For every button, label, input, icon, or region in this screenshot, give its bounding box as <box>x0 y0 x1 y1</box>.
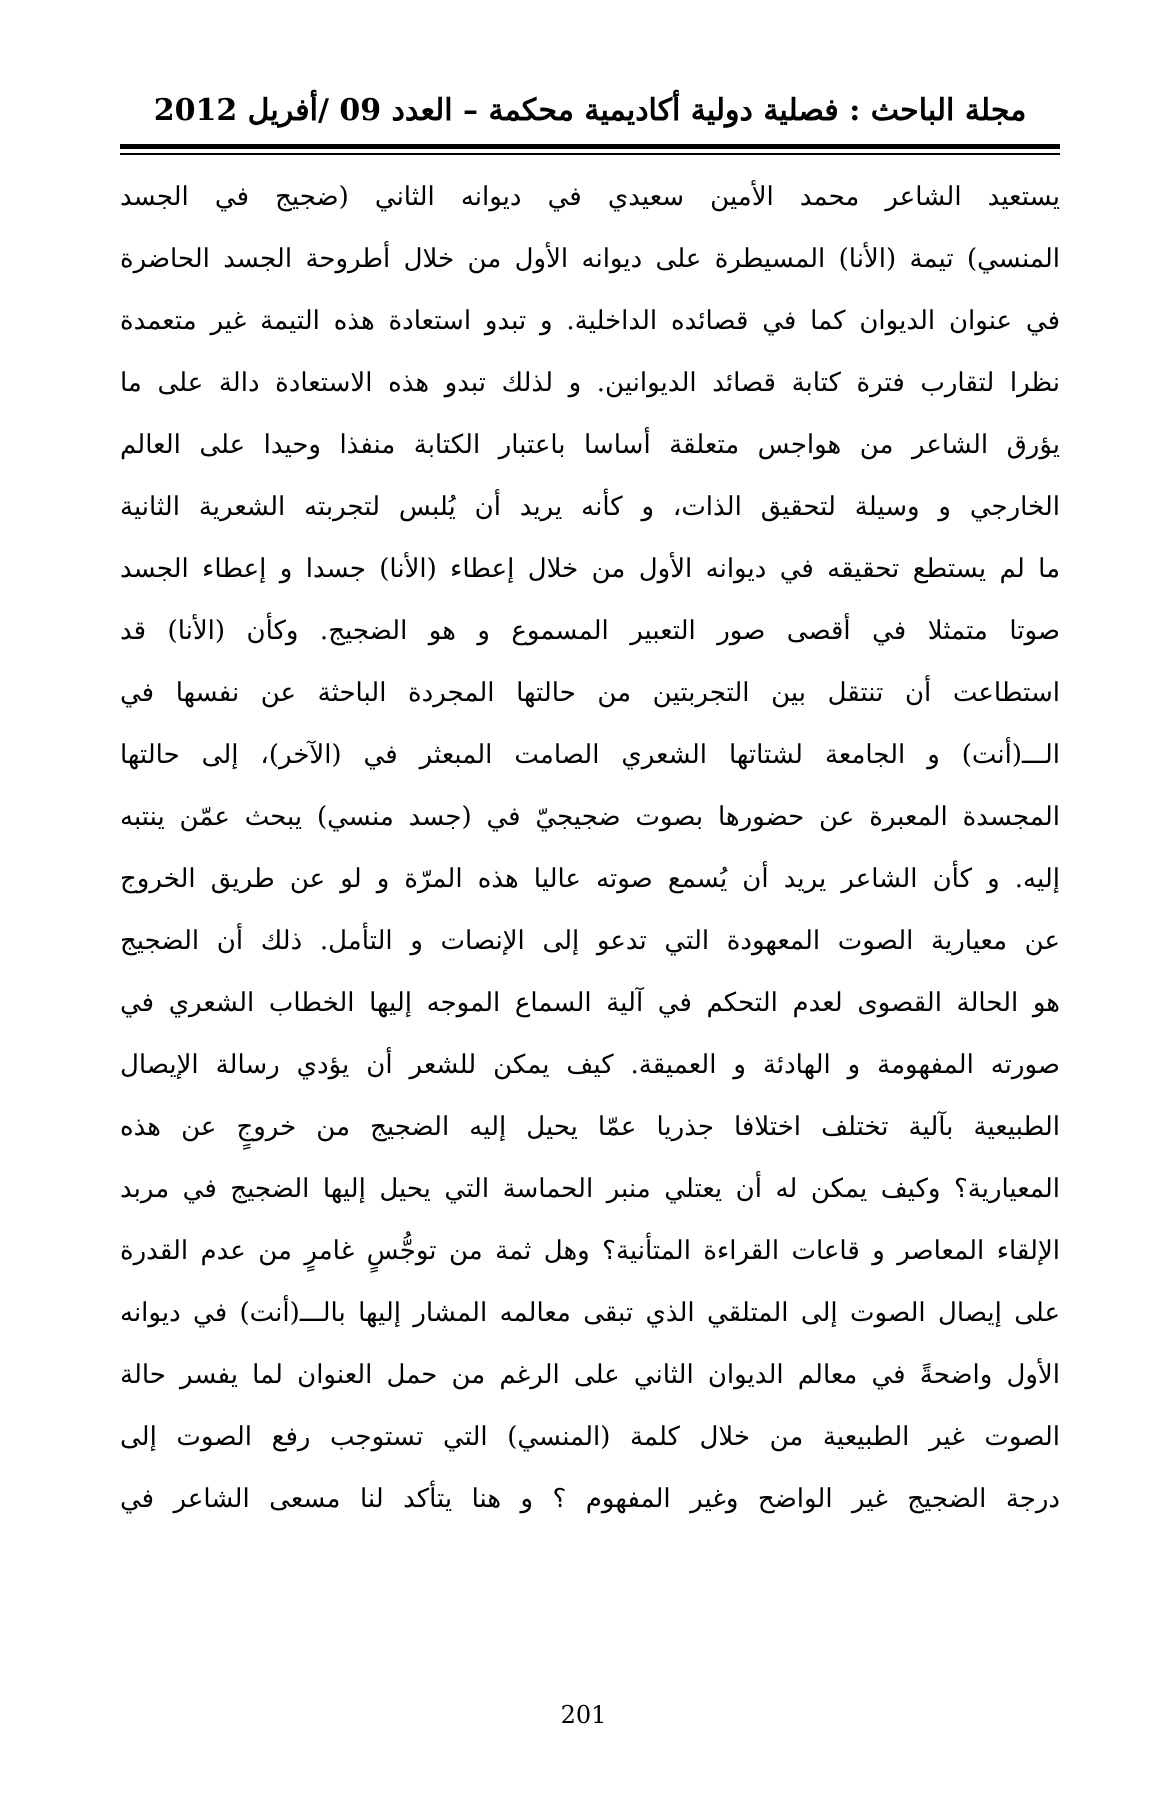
text-line: الأول واضحةً في معالم الديوان الثاني على الرغم من حمل العنوان لما يفسر حالة <box>120 1360 1060 1390</box>
text-line: إليه. و كأن الشاعر يريد أن يُسمع صوته عاليا هذه المرّة و لو عن طريق الخروج <box>120 864 1060 894</box>
text-line: المجسدة المعبرة عن حضورها بصوت ضجيجيّ في (جسد منسي) يبحث عمّن ينتبه <box>120 802 1060 832</box>
text-line: الخارجي و وسيلة لتحقيق الذات، و كأنه يريد أن يُلبس لتجربته الشعرية الثانية <box>120 492 1060 522</box>
text-line: على إيصال الصوت إلى المتلقي الذي تبقى معالمه المشار إليها بالـــ(أنت) في ديوانه <box>120 1298 1060 1328</box>
text-line: الإلقاء المعاصر و قاعات القراءة المتأنية؟ وهل ثمة من توجُّسٍ غامرٍ من عدم القدرة <box>120 1236 1060 1266</box>
article-body <box>120 166 1060 1530</box>
text-line: صورته المفهومة و الهادئة و العميقة. كيف يمكن للشعر أن يؤدي رسالة الإيصال <box>120 1050 1060 1080</box>
text-line: الطبيعية بآلية تختلف اختلافا جذريا عمّا يحيل إليه الضجيج من خروجٍ عن هذه <box>120 1112 1060 1142</box>
text-line: المنسي) تيمة (الأنا) المسيطرة على ديوانه الأول من خلال أطروحة الجسد الحاضرة <box>120 244 1060 274</box>
text-line: الصوت غير الطبيعية من خلال كلمة (المنسي) التي تستوجب رفع الصوت إلى <box>120 1422 1060 1452</box>
text-line: عن معيارية الصوت المعهودة التي تدعو إلى الإنصات و التأمل. ذلك أن الضجيج <box>120 926 1060 956</box>
page-number: 201 <box>560 1701 607 1729</box>
header-divider-thin <box>120 153 1060 155</box>
text-line: في عنوان الديوان كما في قصائده الداخلية. و تبدو استعادة هذه التيمة غير متعمدة <box>120 306 1060 336</box>
page-header-title: مجلة الباحث : فصلية دولية أكاديمية محكمة – العدد 09 /أفريل 2012 <box>153 93 1027 128</box>
text-line: درجة الضجيج غير الواضح وغير المفهوم ؟ و هنا يتأكد لنا مسعى الشاعر في <box>120 1484 1060 1514</box>
text-line: استطاعت أن تنتقل بين التجربتين من حالتها المجردة الباحثة عن نفسها في <box>120 678 1060 708</box>
text-line: المعيارية؟ وكيف يمكن له أن يعتلي منبر الحماسة التي يحيل إليها الضجيج في مربد <box>120 1174 1060 1204</box>
text-line: يستعيد الشاعر محمد الأمين سعيدي في ديوانه الثاني (ضجيج في الجسد <box>120 182 1060 212</box>
text-line: الـــ(أنت) و الجامعة لشتاتها الشعري الصامت المبعثر في (الآخر)، إلى حالتها <box>120 740 1060 770</box>
header-divider-thick <box>120 144 1060 149</box>
text-line: نظرا لتقارب فترة كتابة قصائد الديوانين. و لذلك تبدو هذه الاستعادة دالة على ما <box>120 368 1060 398</box>
text-line: صوتا متمثلا في أقصى صور التعبير المسموع و هو الضجيج. وكأن (الأنا) قد <box>120 616 1060 646</box>
text-line: هو الحالة القصوى لعدم التحكم في آلية السماع الموجه إليها الخطاب الشعري في <box>120 988 1060 1018</box>
text-line: يؤرق الشاعر من هواجس متعلقة أساسا باعتبار الكتابة منفذا وحيدا على العالم <box>120 430 1060 460</box>
text-line: ما لم يستطع تحقيقه في ديوانه الأول من خلال إعطاء (الأنا) جسدا و إعطاء الجسد <box>120 554 1060 584</box>
